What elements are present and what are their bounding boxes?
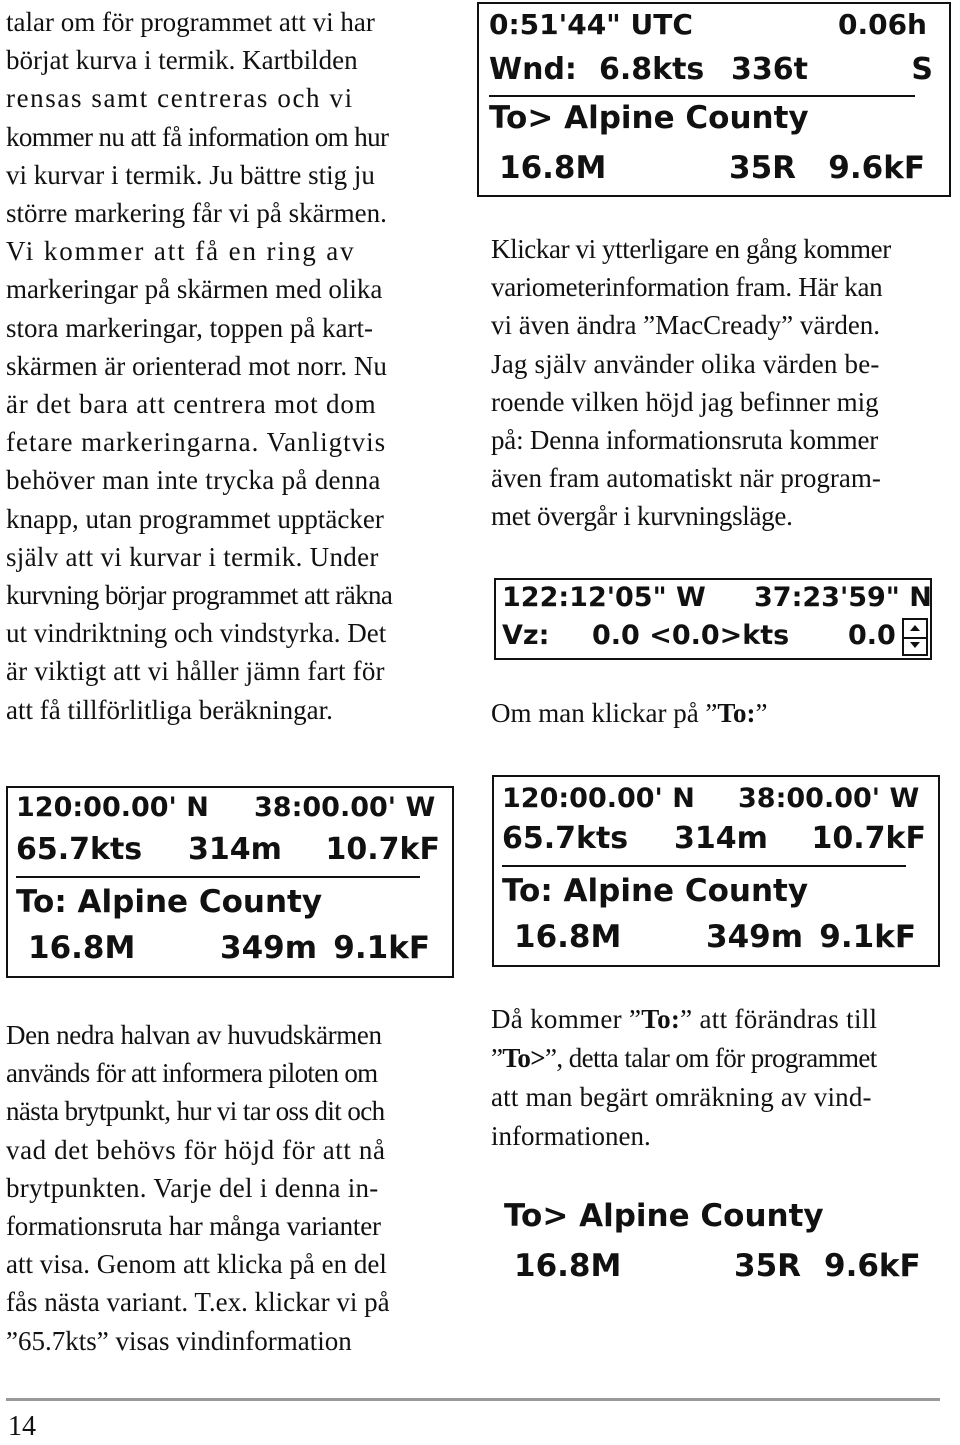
vertical-speed: 0.0 <0.0>kts (592, 620, 790, 651)
wind-info-screen[interactable] (477, 2, 951, 197)
required-altitude[interactable]: 9.6kF (828, 150, 925, 186)
wind-flag: S (911, 52, 933, 87)
required-altitude[interactable]: 9.1kF (333, 930, 430, 966)
to-change-paragraph (491, 1000, 941, 1156)
target-waypoint[interactable]: To> Alpine County (504, 1198, 824, 1234)
target-info-screen[interactable] (494, 1194, 940, 1294)
longitude: 38:00.00' W (738, 783, 920, 814)
text-line: roende vilken höjd jag befinner mig (491, 386, 879, 417)
text-line: knapp, utan programmet upptäcker (6, 503, 384, 534)
target-waypoint[interactable]: To: Alpine County (502, 873, 809, 909)
text-line: vi även ändra ”MacCready” värden. (491, 310, 881, 341)
main-info-screen-left[interactable] (6, 786, 454, 978)
text-run: ”, detta talar om för programmet (545, 1043, 877, 1073)
bearing[interactable]: 349m (706, 919, 804, 955)
wind-label: Wnd: (489, 52, 577, 87)
longitude: 122:12'05" W (502, 582, 706, 613)
arrow-up-icon (910, 625, 920, 631)
text-run: Då kommer ” (491, 1004, 642, 1034)
text-run: ” att förändras till (680, 1004, 878, 1034)
text-run: ” (491, 1043, 503, 1073)
text-line: är det bara att centrera mot dom (6, 389, 377, 420)
text-line: variometerinformation fram. Här kan (491, 272, 883, 303)
latitude: 120:00.00' N (502, 783, 695, 814)
text-line: att visa. Genom att klicka på en del (6, 1249, 387, 1280)
text-line: större markering får vi på skärmen. (6, 198, 387, 229)
heading[interactable]: 314m (188, 832, 282, 867)
page-number: 14 (8, 1411, 36, 1442)
distance[interactable]: 16.8M (499, 150, 607, 186)
text-line: Klickar vi ytterligare en gång kommer (491, 234, 891, 264)
ground-speed[interactable]: 65.7kts (16, 832, 143, 867)
vz-label: Vz: (502, 620, 550, 651)
latitude: 37:23'59" N (754, 582, 932, 613)
radial[interactable]: 35R (734, 1248, 802, 1284)
text-line: talar om för programmet att vi har (6, 7, 375, 37)
text-line: ”65.7kts” visas vindinformation (6, 1325, 352, 1356)
main-info-screen-right[interactable] (492, 775, 940, 967)
divider (489, 95, 915, 97)
stepper-down[interactable] (904, 637, 926, 654)
caption-prefix: Om man klickar på ” (491, 698, 718, 728)
bold-to: To: (641, 1004, 681, 1034)
text-line: fås nästa variant. T.ex. klickar vi på (6, 1287, 390, 1318)
text-line: är viktigt att vi håller jämn fart för (6, 656, 385, 687)
text-line: även fram automatiskt när program- (491, 463, 881, 494)
text-line: met övergår i kurvningsläge. (491, 501, 793, 532)
bold-to-arrow: To> (502, 1043, 546, 1073)
text-line: formationsruta har många varianter (6, 1211, 381, 1242)
bearing[interactable]: 349m (220, 930, 318, 966)
lower-half-paragraph (6, 1016, 452, 1360)
divider (16, 876, 420, 878)
wind-speed[interactable]: 6.8kts (599, 52, 705, 87)
text-line: brytpunkten. Varje del i denna in- (6, 1172, 379, 1203)
altitude[interactable]: 10.7kF (811, 821, 926, 856)
text-line: vad det behövs för höjd för att nå (6, 1134, 386, 1165)
caption-click-to (491, 694, 767, 732)
elapsed-hours: 0.06h (837, 8, 927, 41)
caption-suffix: ” (755, 698, 768, 728)
altitude[interactable]: 10.7kF (325, 832, 440, 867)
text-line: kurvning börjar programmet att räkna (6, 580, 393, 611)
target-waypoint[interactable]: To> Alpine County (489, 100, 809, 136)
text-line: skärmen är orienterad mot norr. Nu (6, 350, 387, 381)
text-line: rensas samt centreras och vi (6, 83, 354, 114)
longitude: 38:00.00' W (254, 792, 436, 823)
text-line: fetare markeringarna. Vanligtvis (6, 427, 387, 458)
text-line: informationen. (491, 1121, 651, 1151)
wind-direction[interactable]: 336t (731, 52, 808, 87)
distance[interactable]: 16.8M (514, 919, 622, 955)
required-altitude[interactable]: 9.1kF (819, 919, 916, 955)
vario-paragraph (491, 230, 951, 536)
text-line: Jag själv använder olika värden be- (491, 348, 880, 379)
text-line: vi kurvar i termik. Ju bättre stig ju (6, 159, 375, 190)
ground-speed[interactable]: 65.7kts (502, 821, 629, 856)
text-line: ut vindriktning och vindstyrka. Det (6, 618, 387, 649)
maccready-stepper[interactable] (902, 618, 928, 656)
divider (502, 865, 906, 867)
heading[interactable]: 314m (674, 821, 768, 856)
text-line: börjat kurva i termik. Kartbilden (6, 45, 358, 76)
text-line: kommer nu att få information om hur (6, 121, 389, 152)
required-altitude[interactable]: 9.6kF (824, 1248, 921, 1284)
latitude: 120:00.00' N (16, 792, 209, 823)
text-line: Vi kommer att få en ring av (6, 236, 356, 267)
text-line: på: Denna informationsruta kommer (491, 425, 879, 456)
text-line: nästa brytpunkt, hur vi tar oss dit och (6, 1096, 385, 1127)
vario-info-screen[interactable] (494, 578, 932, 660)
text-line: att få tillförlitliga beräkningar. (6, 694, 333, 725)
text-line (491, 1039, 941, 1078)
distance[interactable]: 16.8M (514, 1248, 622, 1284)
text-line: Den nedra halvan av huvudskärmen (6, 1020, 382, 1050)
arrow-down-icon (910, 642, 920, 648)
radial[interactable]: 35R (729, 150, 797, 186)
utc-time: 0:51'44" UTC (489, 8, 693, 41)
distance[interactable]: 16.8M (28, 930, 136, 966)
text-line: behöver man inte trycka på denna (6, 465, 381, 496)
text-line (491, 1000, 941, 1039)
caption-bold: To: (717, 698, 756, 728)
text-line: själv att vi kurvar i termik. Under (6, 541, 379, 572)
text-line: markeringar på skärmen med olika (6, 274, 383, 305)
target-waypoint[interactable]: To: Alpine County (16, 884, 323, 920)
maccready-value[interactable]: 0.0 (848, 620, 896, 651)
footer-rule (6, 1398, 940, 1401)
text-line: stora markeringar, toppen på kart- (6, 312, 374, 343)
text-line: att man begärt omräkning av vind- (491, 1082, 872, 1112)
intro-paragraph (6, 3, 452, 729)
text-line: används för att informera piloten om (6, 1058, 378, 1089)
